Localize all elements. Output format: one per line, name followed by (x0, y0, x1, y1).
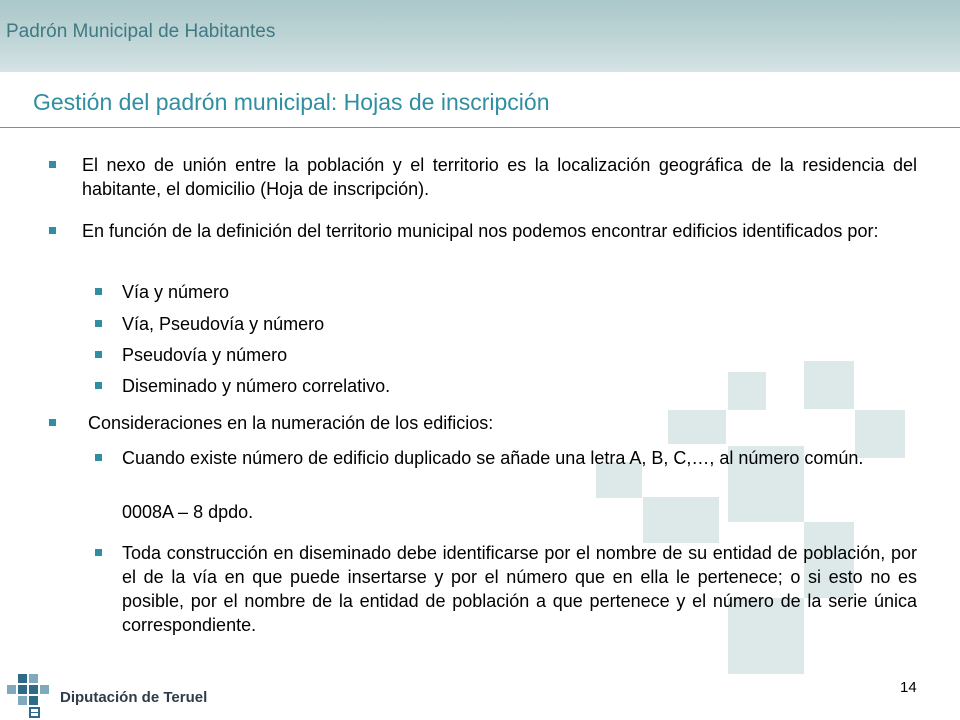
page-number: 14 (900, 679, 917, 696)
logo-text: Diputación de Teruel (60, 689, 208, 706)
bullet-text: El nexo de unión entre la población y el territorio es la localización geográfica de la residencia del habitante, el domicilio (Hoja de inscripción). (82, 155, 917, 199)
sub-bullet-item (122, 280, 722, 304)
square-bullet-icon (95, 549, 102, 556)
bullet-text: Consideraciones en la numeración de los edificios: (88, 413, 494, 433)
sub-bullet-item (122, 312, 722, 336)
sub-bullet-item (122, 343, 722, 367)
slide-title: Gestión del padrón municipal: Hojas de inscripción (33, 89, 550, 115)
bullet-item (82, 153, 917, 201)
header-title: Padrón Municipal de Habitantes (6, 21, 276, 42)
diputacion-logo-icon (4, 672, 54, 720)
bullet-item (82, 219, 917, 243)
sub-bullet-item (122, 446, 917, 470)
bullet-text: En función de la definición del territorio municipal nos podemos encontrar edificios identificados por: (82, 221, 879, 241)
sub-bullet-text: Vía y número (122, 282, 230, 302)
square-bullet-icon (95, 320, 102, 327)
sub-bullet-text: Diseminado y número correlativo. (122, 376, 391, 396)
sub-bullet-text: Cuando existe número de edificio duplicado se añade una letra A, B, C,…, al número común. (122, 448, 864, 468)
square-bullet-icon (95, 351, 102, 358)
square-bullet-icon (49, 227, 56, 234)
square-bullet-icon (95, 454, 102, 461)
sub-bullet-text: Toda construcción en diseminado debe identificarse por el nombre de su entidad de población, por el de la vía en que puede insertarse y por el número que en ella le pertenece; o si esto no es posible, por el nombre de la entidad de población a que pertenece y el número de la serie única correspondiente. (122, 543, 917, 635)
square-bullet-icon (49, 161, 56, 168)
sub-bullet-text: Vía, Pseudovía y número (122, 314, 325, 334)
sub-bullet-text: Pseudovía y número (122, 345, 288, 365)
sub-bullet-item (122, 374, 722, 398)
square-bullet-icon (95, 288, 102, 295)
square-bullet-icon (95, 382, 102, 389)
square-bullet-icon (49, 419, 56, 426)
bullet-item (88, 411, 888, 435)
numbering-example: 0008A – 8 dpdo. (122, 502, 254, 522)
sub-bullet-item (122, 541, 917, 637)
